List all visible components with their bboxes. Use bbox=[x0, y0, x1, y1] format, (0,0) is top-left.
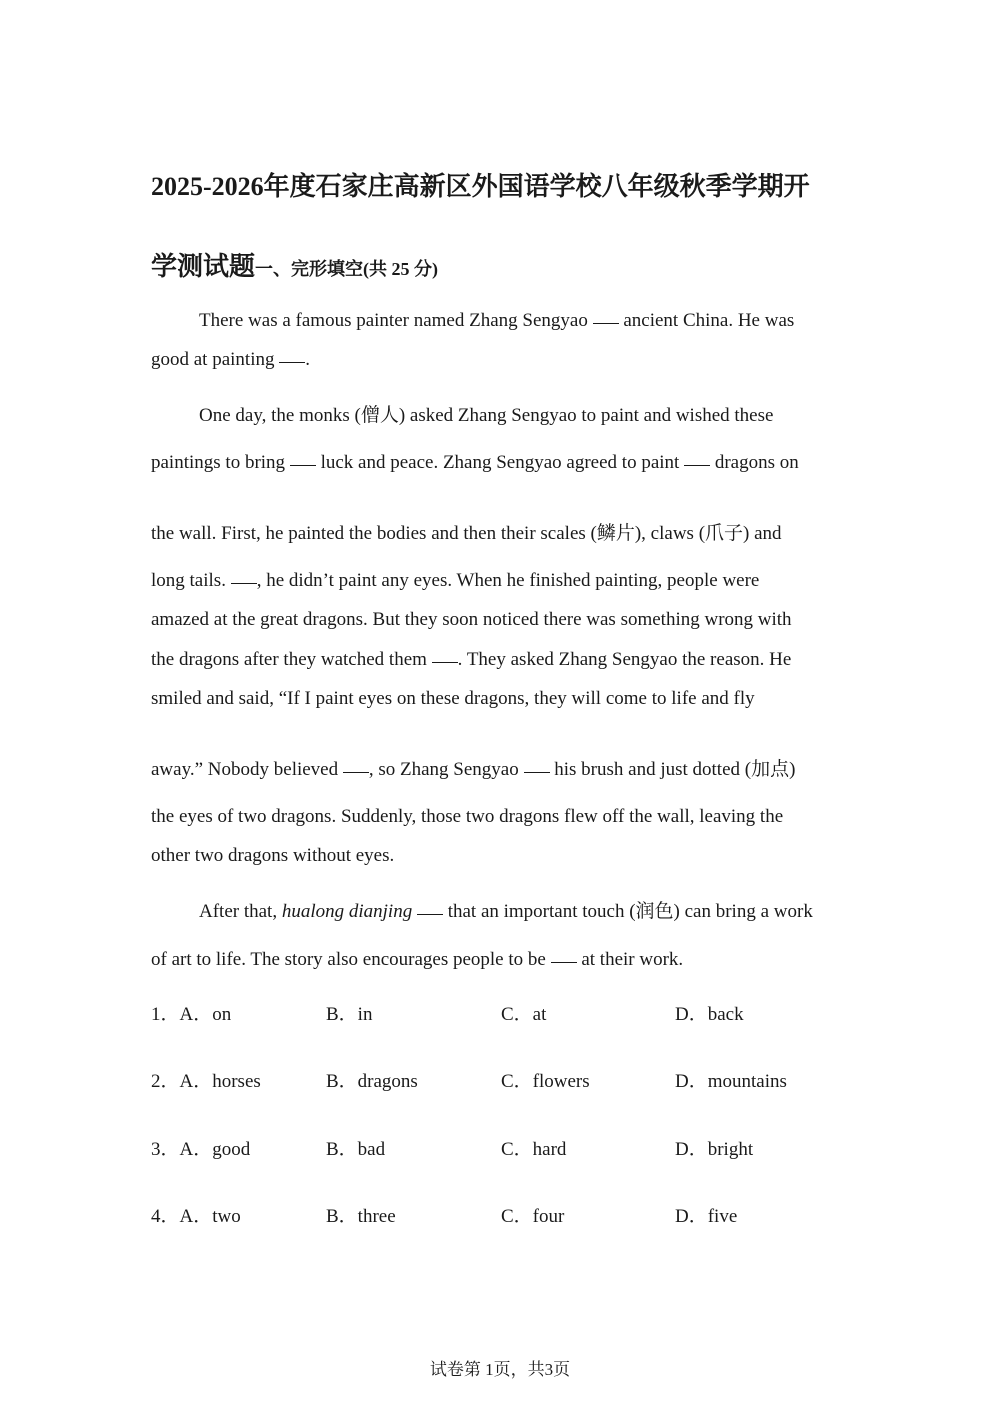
option-d: D．mountains bbox=[675, 1071, 787, 1092]
passage-line: the dragons after they watched them . They asked Zhang Sengyao the reason. He bbox=[151, 649, 792, 670]
exam-title-line1: 2025-2026年度石家庄高新区外国语学校八年级秋季学期开 bbox=[151, 172, 810, 201]
passage-line: the wall. First, he painted the bodies and then their scales (鳞片), claws (爪子) and bbox=[151, 523, 782, 544]
answer-blank bbox=[684, 464, 710, 466]
question-row bbox=[151, 1134, 851, 1160]
passage-line: good at painting . bbox=[151, 349, 310, 370]
passage-line: There was a famous painter named Zhang Sengyao ancient China. He was bbox=[199, 310, 795, 331]
passage-line: long tails. , he didn’t paint any eyes. When he finished painting, people were bbox=[151, 570, 760, 591]
option-c: C．flowers bbox=[501, 1071, 590, 1092]
option-a: 4．A．two bbox=[151, 1206, 241, 1227]
passage-line: After that, hualong dianjing that an important touch (润色) can bring a work bbox=[199, 901, 813, 922]
option-b: B．dragons bbox=[326, 1071, 418, 1092]
option-c: C．hard bbox=[501, 1139, 567, 1160]
option-a: 2．A．horses bbox=[151, 1071, 261, 1092]
option-d: D．five bbox=[675, 1206, 738, 1227]
passage-line: amazed at the great dragons. But they soon noticed there was something wrong with bbox=[151, 609, 792, 630]
option-b: B．in bbox=[326, 1004, 373, 1025]
option-a: 1．A．on bbox=[151, 1004, 232, 1025]
option-c: C．at bbox=[501, 1004, 547, 1025]
question-row bbox=[151, 1066, 851, 1092]
passage-line: of art to life. The story also encourages people to be at their work. bbox=[151, 949, 684, 970]
answer-blank bbox=[417, 913, 443, 915]
answer-blank bbox=[231, 582, 257, 584]
exam-title-line2-main: 学测试题 bbox=[151, 252, 256, 281]
answer-blank bbox=[593, 322, 619, 324]
question-row bbox=[151, 1201, 851, 1227]
page-footer: 试卷第 1页，共3页 bbox=[429, 1360, 571, 1379]
answer-blank bbox=[551, 961, 577, 963]
passage-line: One day, the monks (僧人) asked Zhang Sengyao to paint and wished these bbox=[199, 405, 774, 426]
answer-blank bbox=[343, 771, 369, 773]
passage-line: smiled and said, “If I paint eyes on these dragons, they will come to life and fly bbox=[151, 688, 755, 709]
option-a: 3．A．good bbox=[151, 1139, 251, 1160]
exam-title-line2 bbox=[151, 246, 438, 283]
answer-blank bbox=[279, 361, 305, 363]
passage-line: other two dragons without eyes. bbox=[151, 845, 395, 866]
passage-line: away.” Nobody believed , so Zhang Sengyao his brush and just dotted (加点) bbox=[151, 759, 796, 780]
answer-blank bbox=[432, 661, 458, 663]
answer-blank bbox=[524, 771, 550, 773]
option-c: C．four bbox=[501, 1206, 565, 1227]
option-d: D．bright bbox=[675, 1139, 754, 1160]
option-b: B．three bbox=[326, 1206, 396, 1227]
passage-line: the eyes of two dragons. Suddenly, those two dragons flew off the wall, leaving the bbox=[151, 806, 784, 827]
option-d: D．back bbox=[675, 1004, 744, 1025]
question-row bbox=[151, 999, 851, 1025]
passage-line: paintings to bring luck and peace. Zhang Sengyao agreed to paint dragons on bbox=[151, 452, 799, 473]
option-b: B．bad bbox=[326, 1139, 386, 1160]
answer-blank bbox=[290, 464, 316, 466]
section-heading: 一、完形填空(共 25 分) bbox=[255, 259, 439, 279]
